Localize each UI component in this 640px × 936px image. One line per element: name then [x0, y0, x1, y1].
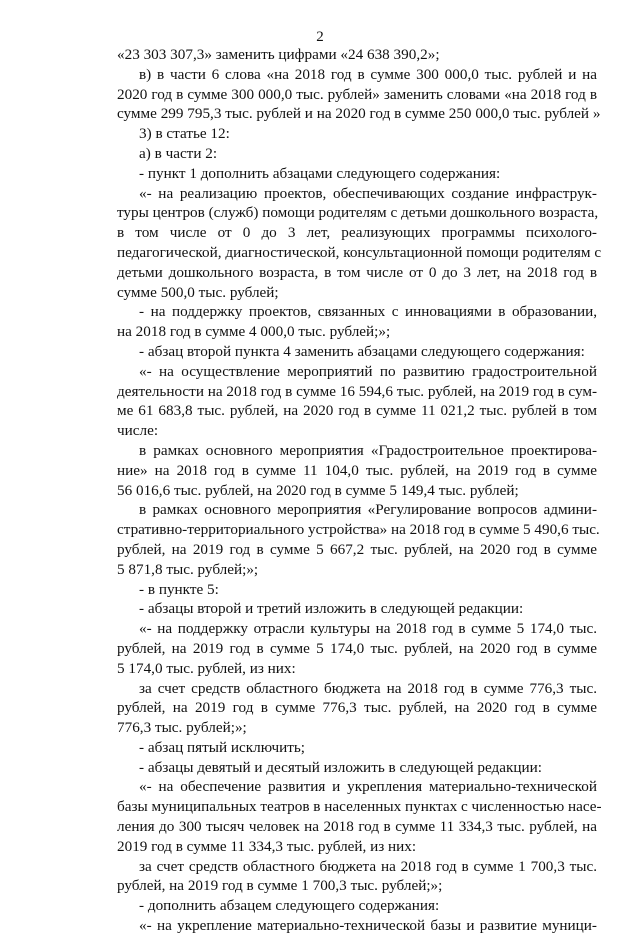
- text-line: - абзац пятый исключить;: [139, 738, 306, 756]
- text-line: «- на осуществление мероприятий по развитию градостроительной: [139, 362, 597, 380]
- text-line: за счет средств областного бюджета на 2018 год в сумме 776,3 тыс.: [139, 679, 597, 697]
- text-line: - абзацы второй и третий изложить в следующей редакции:: [139, 600, 524, 618]
- text-line: сумме 500,0 тыс. рублей;: [117, 283, 279, 301]
- page-number: 2: [316, 29, 324, 45]
- document-body: [117, 45, 602, 936]
- text-line: - абзац второй пункта 4 заменить абзацами следующего содержания:: [139, 342, 585, 360]
- text-line: 5 174,0 тыс. рублей, из них:: [117, 659, 296, 677]
- text-line: стративно-территориального устройства» на 2018 год в сумме 5 490,6 тыс.: [117, 521, 600, 539]
- text-line: 3) в статье 12:: [139, 125, 230, 143]
- text-line: 2019 год в сумме 11 334,3 тыс. рублей, из них:: [117, 837, 417, 855]
- text-line: на 2018 год в сумме 4 000,0 тыс. рублей;»;: [117, 323, 391, 341]
- text-line: «- на поддержку отрасли культуры на 2018 год в сумме 5 174,0 тыс.: [139, 620, 597, 638]
- text-line: «- на обеспечение развития и укрепления материально-технической: [139, 778, 597, 796]
- text-line: 56 016,6 тыс. рублей, на 2020 год в сумме 5 149,4 тыс. рублей;: [117, 481, 519, 499]
- text-line: «- на реализацию проектов, обеспечивающих создание инфраструк-: [139, 184, 597, 202]
- text-line: 2020 год в сумме 300 000,0 тыс. рублей» заменить словами «на 2018 год в: [117, 85, 597, 103]
- text-line: «23 303 307,3» заменить цифрами «24 638 390,2»;: [117, 46, 440, 63]
- text-line: в том числе от 0 до 3 лет, реализующих программы психолого-: [117, 224, 597, 242]
- text-line: туры центров (служб) помощи родителям с детьми дошкольного возраста,: [117, 204, 599, 222]
- text-line: ме 61 683,8 тыс. рублей, на 2020 год в сумме 11 021,2 тыс. рублей в том: [117, 402, 597, 420]
- text-line: ние» на 2018 год в сумме 11 104,0 тыс. рублей, на 2019 год в сумме: [117, 461, 597, 479]
- text-line: 776,3 тыс. рублей;»;: [117, 719, 247, 737]
- text-line: - пункт 1 дополнить абзацами следующего содержания:: [139, 164, 501, 182]
- text-line: в) в части 6 слова «на 2018 год в сумме 300 000,0 тыс. рублей и на: [139, 65, 597, 83]
- text-line: базы муниципальных театров в населенных пунктах с численностью насе-: [117, 798, 602, 816]
- text-line: ления до 300 тысяч человек на 2018 год в сумме 11 334,3 тыс. рублей, на: [117, 818, 597, 836]
- text-line: - в пункте 5:: [139, 580, 219, 598]
- text-line: за счет средств областного бюджета на 2018 год в сумме 1 700,3 тыс.: [139, 857, 597, 875]
- text-line: деятельности на 2018 год в сумме 16 594,6 тыс. рублей, на 2019 год в сум-: [117, 382, 598, 400]
- text-line: рублей, на 2019 год в сумме 776,3 тыс. рублей, на 2020 год в сумме: [117, 699, 597, 717]
- text-line: в рамках основного мероприятия «Градостроительное проектирова-: [139, 441, 597, 459]
- text-line: «- на укрепление материально-технической базы и развитие муници-: [139, 917, 597, 935]
- text-line: педагогической, диагностической, консультационной помощи родителям с: [117, 243, 602, 261]
- text-line: 5 871,8 тыс. рублей;»;: [117, 560, 259, 578]
- text-line: а) в части 2:: [139, 144, 218, 162]
- text-line: - абзацы девятый и десятый изложить в следующей редакции:: [139, 758, 542, 776]
- text-line: детьми дошкольного возраста, в том числе от 0 до 3 лет, на 2018 год в: [117, 263, 597, 281]
- text-line: в рамках основного мероприятия «Регулирование вопросов админи-: [139, 501, 597, 519]
- text-line: числе:: [117, 422, 159, 440]
- text-line: сумме 299 795,3 тыс. рублей и на 2020 год в сумме 250 000,0 тыс. рублей »: [117, 105, 601, 123]
- text-line: рублей, на 2019 год в сумме 5 667,2 тыс. рублей, на 2020 год в сумме: [117, 540, 597, 558]
- text-line: рублей, на 2019 год в сумме 1 700,3 тыс. рублей;»;: [117, 877, 443, 895]
- text-line: - на поддержку проектов, связанных с инновациями в образовании,: [139, 303, 597, 321]
- text-line: - дополнить абзацем следующего содержания:: [139, 897, 440, 915]
- text-line: рублей, на 2019 год в сумме 5 174,0 тыс. рублей, на 2020 год в сумме: [117, 639, 597, 657]
